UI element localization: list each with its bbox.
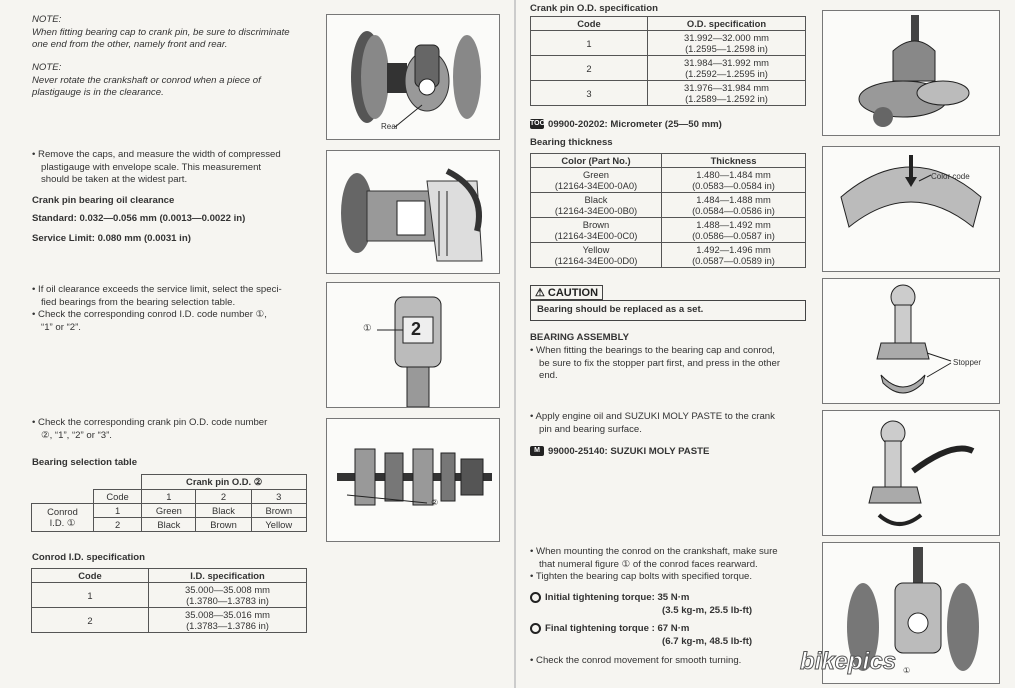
thickness-value: 1.488—1.492 mm (0.0586—0.0587 in): [662, 218, 806, 243]
conrod-spec-title: Conrod I.D. specification: [32, 552, 146, 563]
table-row: [531, 243, 806, 268]
step-line: • Check the corresponding crank pin O.D. code number: [32, 417, 317, 430]
table-row: [32, 583, 307, 608]
stopper-label: Stopper: [953, 358, 982, 367]
crankshaft-rear-figure: [326, 14, 500, 140]
row-code: 1: [531, 31, 648, 56]
select-bearing-step: [32, 284, 317, 334]
row-code: 2: [531, 56, 648, 81]
table-row: [531, 218, 806, 243]
step-line: be sure to fix the stopper part first, and press in the other: [539, 357, 781, 369]
service-limit-value: Service Limit: 0.080 mm (0.0031 in): [32, 233, 191, 244]
row-code: 1: [93, 504, 141, 518]
check-od-step: [32, 417, 317, 442]
code-cell: 3: [251, 490, 306, 504]
step-line: “1” or “2”.: [41, 321, 81, 333]
step-line: • Apply engine oil and SUZUKI MOLY PASTE to the crank: [530, 411, 815, 424]
table-row: [531, 31, 806, 56]
torque-icon: [530, 592, 541, 603]
stopper-figure: [822, 278, 1000, 404]
step-line: ②, “1”, “2” or “3”.: [41, 429, 112, 441]
bearing-selection-table: [31, 474, 307, 532]
bearing-color-figure: [822, 146, 1000, 272]
part-number: Black (12164-34E00-0B0): [531, 193, 662, 218]
thickness-value: 1.492—1.496 mm (0.0587—0.0589 in): [662, 243, 806, 268]
thickness-value: 1.480—1.484 mm (0.0583—0.0584 in): [662, 168, 806, 193]
row-code: 2: [93, 518, 141, 532]
note-heading: NOTE:: [32, 14, 62, 25]
column-header: Code: [32, 569, 149, 583]
conrod-drawing: [327, 283, 499, 407]
spec-value: 35.008—35.016 mm (1.3783—1.3786 in): [149, 608, 307, 633]
note-line: Never rotate the crankshaft or conrod when a piece of: [32, 74, 261, 86]
bearing-color: Black: [196, 504, 251, 518]
part-number: Brown (12164-34E00-0C0): [531, 218, 662, 243]
conrod-code-number: 2: [411, 319, 422, 339]
table-row: [531, 168, 806, 193]
watermark-logo: bikepics: [800, 648, 897, 675]
spec-value: 35.000—35.008 mm (1.3780—1.3783 in): [149, 583, 307, 608]
step-line: • Check the corresponding conrod I.D. code number ①,: [32, 309, 317, 322]
page-gutter: [514, 0, 516, 688]
selection-table-title: Bearing selection table: [32, 457, 138, 468]
moly-paste: M 99000-25140: SUZUKI MOLY PASTE: [530, 446, 709, 459]
code-header: Code: [93, 490, 141, 504]
moly-paste-icon: M: [530, 446, 544, 456]
remove-caps-step: [32, 149, 317, 187]
note-heading: NOTE:: [32, 62, 62, 73]
step-line: • Tighten the bearing cap bolts with specified torque.: [530, 571, 815, 584]
mounting-step: [530, 546, 815, 584]
step-line: • When fitting the bearings to the bearing cap and conrod,: [530, 345, 815, 358]
code-cell: 1: [142, 490, 196, 504]
torque-icon: [530, 623, 541, 634]
assembly-step: [530, 345, 815, 383]
note-line: plastigauge is in the clearance.: [32, 87, 164, 98]
tool-icon: TOOL: [530, 120, 550, 128]
callout-1: ①: [363, 323, 372, 334]
initial-torque: Initial tightening torque: 35 N·m: [530, 592, 689, 605]
caution-box: Bearing should be replaced as a set.: [530, 300, 806, 321]
check-movement-step: • Check the conrod movement for smooth turning.: [530, 655, 741, 668]
apply-oil-step: [530, 411, 815, 436]
crankshaft-drawing: [327, 15, 499, 139]
note-1: [32, 14, 317, 52]
bearing-color: Yellow: [251, 518, 306, 532]
spec-value: 31.976—31.984 mm (1.2589—1.2592 in): [648, 81, 806, 106]
assembly-title: BEARING ASSEMBLY: [530, 332, 629, 343]
column-header: Thickness: [662, 154, 806, 168]
spec-value: 31.984—31.992 mm (1.2592—1.2595 in): [648, 56, 806, 81]
moly-paste-figure: [822, 410, 1000, 536]
step-line: should be taken at the widest part.: [41, 174, 188, 185]
crankshaft-code-figure: [326, 418, 500, 542]
thickness-title: Bearing thickness: [530, 137, 613, 148]
rear-label: Rear: [381, 122, 399, 131]
crank-pin-header: Crank pin O.D. ②: [142, 475, 307, 490]
thickness-value: 1.484—1.488 mm (0.0584—0.0586 in): [662, 193, 806, 218]
table-row: [32, 608, 307, 633]
step-line: • When mounting the conrod on the crankshaft, make sure: [530, 546, 815, 559]
step-line: pin and bearing surface.: [539, 423, 642, 435]
color-code-label: Color code: [931, 172, 970, 181]
note-line: one end from the other, namely front and rear.: [32, 39, 228, 50]
part-number: Green (12164-34E00-0A0): [531, 168, 662, 193]
table-row: [531, 193, 806, 218]
callout-1: ①: [903, 666, 911, 675]
plastigauge-drawing: [327, 151, 499, 273]
bearing-shell-drawing: [823, 147, 999, 271]
conrod-stopper-drawing: [823, 279, 999, 403]
column-header: O.D. specification: [648, 17, 806, 31]
od-spec-title: Crank pin O.D. specification: [530, 3, 658, 14]
row-code: 2: [32, 608, 149, 633]
table-row: [531, 56, 806, 81]
note-line: When fitting bearing cap to crank pin, be sure to discriminate: [32, 26, 290, 38]
step-line: end.: [539, 370, 558, 381]
column-header: I.D. specification: [149, 569, 307, 583]
micrometer-drawing: [823, 11, 999, 135]
step-line: • If oil clearance exceeds the service limit, select the speci-: [32, 284, 317, 297]
final-torque: Final tightening torque : 67 N·m: [530, 623, 689, 636]
clearance-title: Crank pin bearing oil clearance: [32, 195, 175, 206]
micrometer-figure: [822, 10, 1000, 136]
step-line: that numeral figure ① of the conrod faces rearward.: [539, 558, 758, 570]
plastigauge-figure: [326, 150, 500, 274]
callout-2: ②: [431, 498, 439, 507]
column-header: Code: [531, 17, 648, 31]
step-line: plastigauge with envelope scale. This measurement: [41, 161, 262, 173]
caution-label: ⚠ CAUTION: [530, 285, 603, 300]
applying-paste-drawing: [823, 411, 999, 535]
final-torque-alt: (6.7 kg-m, 48.5 lb-ft): [662, 636, 753, 647]
conrod-code-figure: [326, 282, 500, 408]
step-line: fied bearings from the bearing selection table.: [41, 296, 236, 308]
column-header: Color (Part No.): [531, 154, 662, 168]
od-spec-table: [530, 16, 806, 106]
bearing-color: Black: [142, 518, 196, 532]
row-code: 1: [32, 583, 149, 608]
initial-torque-alt: (3.5 kg-m, 25.5 lb-ft): [662, 605, 753, 616]
micrometer-tool: TOOL09900-20202: Micrometer (25—50 mm): [530, 119, 722, 130]
spec-value: 31.992—32.000 mm (1.2595—1.2598 in): [648, 31, 806, 56]
conrod-spec-table: [31, 568, 307, 633]
crankshaft-side-drawing: [327, 419, 499, 541]
note-2: [32, 62, 317, 100]
bearing-thickness-table: [530, 153, 806, 268]
table-row: [531, 81, 806, 106]
row-code: 3: [531, 81, 648, 106]
bearing-color: Green: [142, 504, 196, 518]
code-cell: 2: [196, 490, 251, 504]
bearing-color: Brown: [196, 518, 251, 532]
part-number: Yellow (12164-34E00-0D0): [531, 243, 662, 268]
bearing-color: Brown: [251, 504, 306, 518]
standard-value: Standard: 0.032—0.056 mm (0.0013—0.0022 in): [32, 213, 246, 224]
conrod-label: Conrod I.D. ①: [32, 504, 94, 532]
step-line: • Remove the caps, and measure the width of compressed: [32, 149, 317, 162]
table-row: [32, 504, 307, 518]
